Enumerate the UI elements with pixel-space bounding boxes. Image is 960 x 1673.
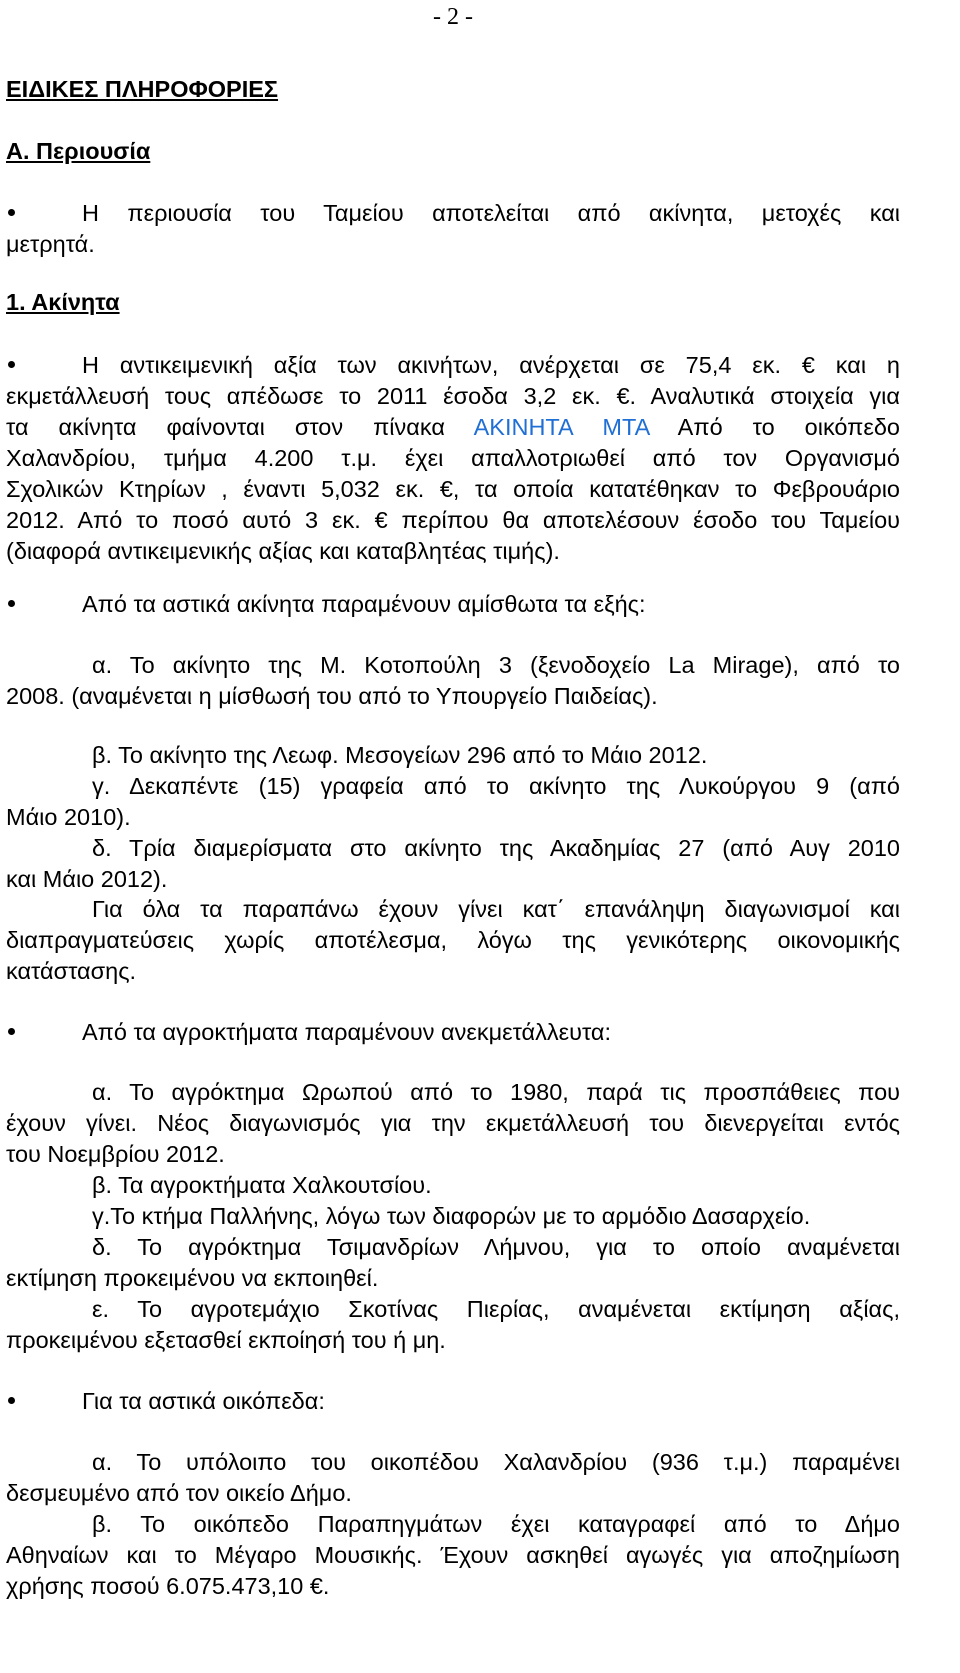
plot-item-a-line2: δεσμευμένο από τον οικείο Δήμο. — [6, 1480, 352, 1506]
farm-item-e-line2: προκειμένου εξετασθεί εκποίησή του ή μη. — [6, 1327, 446, 1353]
list-item-d-line1: δ. Τρία διαμερίσματα στο ακίνητο της Ακαδημίας 27 (από Αυγ 2010 — [92, 835, 900, 861]
akinita-mta-link[interactable]: ΑΚΙΝΗΤΑ ΜΤΑ — [473, 414, 649, 440]
bullet3-title: Από τα αστικά ακίνητα παραμένουν αμίσθωτα τα εξής: — [82, 591, 646, 617]
bullet2-line2: εκμετάλλευσή τους απέδωσε το 2011 έσοδα 3,2 εκ. €. Αναλυτικά στοιχεία για — [6, 383, 900, 409]
bullet4-title: Από τα αγροκτήματα παραμένουν ανεκμετάλλευτα: — [82, 1019, 612, 1045]
bullet1-line2: μετρητά. — [6, 231, 95, 257]
farm-item-a-line3: του Νοεμβρίου 2012. — [6, 1141, 225, 1167]
farm-item-e-line1: ε. Το αγροτεμάχιο Σκοτίνας Πιερίας, αναμένεται εκτίμηση αξίας, — [92, 1296, 900, 1322]
bullet2-line5: Σχολικών Κτηρίων , έναντι 5,032 εκ. €, τα οποία κατατέθηκαν το Φεβρουάριο — [6, 476, 900, 502]
plot-item-b-line2: Αθηναίων και το Μέγαρο Μουσικής. Έχουν ασκηθεί αγωγές για αποζημίωση — [6, 1542, 900, 1568]
paragraph-line2: διαπραγματεύσεις χωρίς αποτέλεσμα, λόγω της γενικότερης οικονομικής — [6, 927, 900, 953]
bullet-icon — [8, 361, 15, 368]
farm-item-b: β. Τα αγροκτήματα Χαλκουτσίου. — [92, 1172, 432, 1198]
paragraph-line1: Για όλα τα παραπάνω έχουν γίνει κατ΄ επανάληψη διαγωνισμοί και — [92, 896, 900, 922]
bullet-icon — [8, 1028, 15, 1035]
bullet2-line6: 2012. Από το ποσό αυτό 3 εκ. € περίπου θα αποτελέσουν έσοδο του Ταμείου — [6, 507, 900, 533]
list-item-c-line2: Μάιο 2010). — [6, 804, 131, 830]
bullet-icon — [8, 209, 15, 216]
bullet2-line1: Η αντικειμενική αξία των ακινήτων, ανέρχεται σε 75,4 εκ. € και η — [82, 352, 900, 378]
bullet2-line3 — [6, 412, 900, 442]
plot-item-a-line1: α. Το υπόλοιπο του οικοπέδου Χαλανδρίου (936 τ.μ.) παραμένει — [92, 1449, 900, 1475]
farm-item-a-line1: α. Το αγρόκτημα Ωρωπού από το 1980, παρά τις προσπάθειες που — [92, 1079, 900, 1105]
farm-item-d-line2: εκτίμηση προκειμένου να εκποιηθεί. — [6, 1265, 379, 1291]
plot-item-b-line1: β. Το οικόπεδο Παραπηγμάτων έχει καταγραφεί από το Δήμο — [92, 1511, 900, 1537]
list-item-a-line2: 2008. (αναμένεται η μίσθωσή του από το Υπουργείο Παιδείας). — [6, 683, 658, 709]
section-heading-a: Α. Περιουσία — [6, 138, 151, 164]
farm-item-c: γ.Το κτήμα Παλλήνης, λόγω των διαφορών με το αρμόδιο Δασαρχείο. — [92, 1203, 811, 1229]
bullet-icon — [8, 600, 15, 607]
bullet2-line4: Χαλανδρίου, τμήμα 4.200 τ.μ. έχει απαλλοτριωθεί από τον Οργανισμό — [6, 445, 900, 471]
bullet5-title: Για τα αστικά οικόπεδα: — [82, 1388, 325, 1414]
list-item-a-line1: α. Το ακίνητο της Μ. Κοτοπούλη 3 (ξενοδοχείο La Mirage), από το — [92, 652, 900, 678]
farm-item-a-line2: έχουν γίνει. Νέος διαγωνισμός για την εκμετάλλευσή του διενεργείται εντός — [6, 1110, 900, 1136]
page-number: - 2 - — [433, 4, 473, 30]
bullet1-line1: Η περιουσία του Ταμείου αποτελείται από ακίνητα, μετοχές και — [82, 200, 900, 226]
bullet-icon — [8, 1397, 15, 1404]
bullet2-line7: (διαφορά αντικειμενικής αξίας και καταβλητέας τιμής). — [6, 538, 560, 564]
farm-item-d-line1: δ. Το αγρόκτημα Τσιμανδρίων Λήμνου, για το οποίο αναμένεται — [92, 1234, 900, 1260]
bullet2-line3-text-a: τα ακίνητα φαίνονται στον πίνακα — [6, 414, 474, 440]
main-heading: ΕΙΔΙΚΕΣ ΠΛΗΡΟΦΟΡΙΕΣ — [6, 76, 279, 102]
plot-item-b-line3: χρήσης ποσού 6.075.473,10 €. — [6, 1573, 330, 1599]
list-item-d-line2: και Μάιο 2012). — [6, 866, 168, 892]
list-item-b: β. Το ακίνητο της Λεωφ. Μεσογείων 296 από το Μάιο 2012. — [92, 742, 708, 768]
subheading-1: 1. Ακίνητα — [6, 289, 120, 315]
list-item-c-line1: γ. Δεκαπέντε (15) γραφεία από το ακίνητο της Λυκούργου 9 (από — [92, 773, 900, 799]
bullet2-line3-text-b: Από το οικόπεδο — [648, 414, 900, 440]
paragraph-line3: κατάστασης. — [6, 958, 137, 984]
